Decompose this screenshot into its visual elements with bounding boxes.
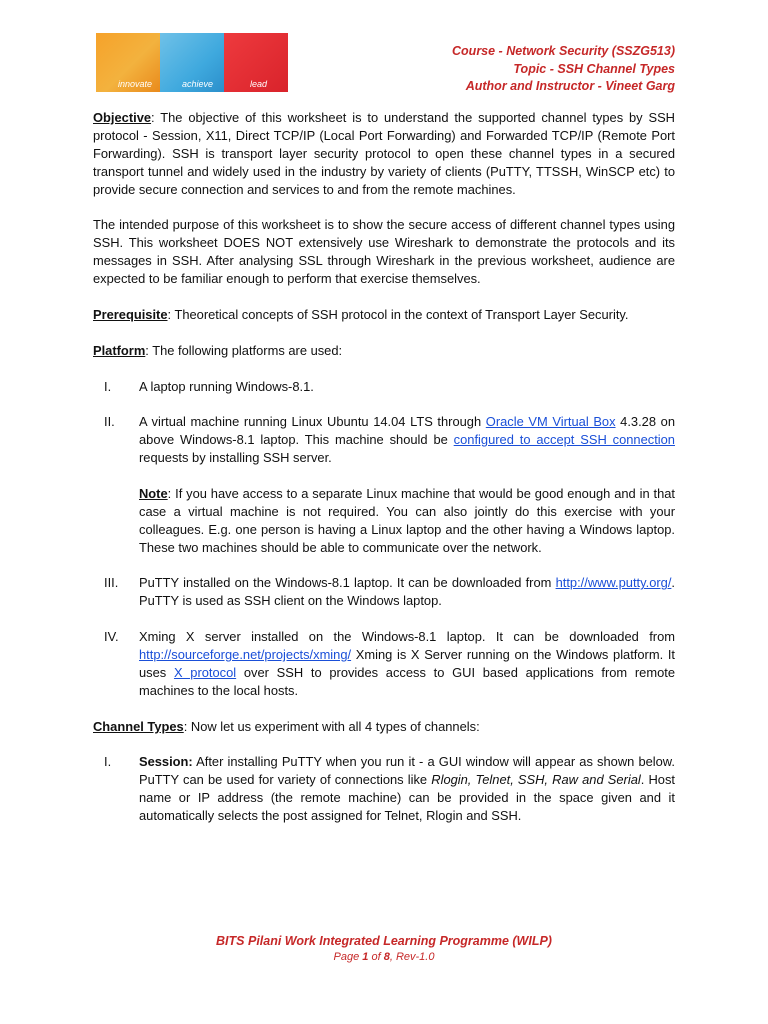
list-item xyxy=(93,378,675,396)
list-item xyxy=(93,753,675,825)
logo-word-achieve: achieve xyxy=(182,79,214,89)
logo-segment-innovate xyxy=(96,33,160,92)
text-span: 4.3.28 on above Windows-8.1 laptop. This machine should be xyxy=(139,414,676,448)
text-span: Xming X server installed on the Windows-8.1 laptop. It can be downloaded from xyxy=(139,629,675,645)
text-span: A virtual machine running Linux Ubuntu 14.04 LTS through xyxy=(139,414,486,430)
putty-download-link[interactable]: http://www.putty.org/ xyxy=(555,575,672,591)
list-item-text xyxy=(139,574,675,610)
institution-logo xyxy=(96,33,288,92)
text-span: over SSH to provides access to GUI based applications from remote machines to the local hosts. xyxy=(139,664,676,698)
list-item-text xyxy=(139,753,675,825)
list-item-text xyxy=(139,628,675,700)
channel-types-list xyxy=(93,753,675,825)
channel-types-text: : Now let us experiment with all 4 types of channels: xyxy=(183,718,480,734)
footer-program: BITS Pilani Work Integrated Learning Programme (WILP) xyxy=(216,934,552,948)
header-course: Course - Network Security (SSZG513) xyxy=(452,44,675,58)
list-number: III. xyxy=(104,575,119,591)
platform-label: Platform xyxy=(93,342,146,358)
purpose-paragraph: The intended purpose of this worksheet is to show the secure access of different channel types using SSH. This worksheet DOES NOT extensively use Wireshark to demonstrate the protocols and its messages in SSH. After analysing SSL through Wireshark in the previous worksheet, audience are expected to be familiar enough to perform that exercise themselves. xyxy=(93,217,675,287)
logo-word-innovate: innovate xyxy=(118,79,153,89)
list-item xyxy=(93,574,675,610)
text-span: PuTTY installed on the Windows-8.1 laptop. It can be downloaded from xyxy=(139,575,556,591)
list-number: IV. xyxy=(104,629,119,645)
connection-types: Rlogin, Telnet, SSH, Raw and Serial xyxy=(431,772,641,788)
xming-download-link[interactable]: http://sourceforge.net/projects/xming/ xyxy=(139,647,352,663)
page-total: 8 xyxy=(383,951,390,963)
document-header xyxy=(452,43,675,96)
oracle-virtualbox-link[interactable]: Oracle VM Virtual Box xyxy=(485,414,616,430)
prerequisite-paragraph xyxy=(93,306,675,324)
list-item-text: A laptop running Windows-8.1. xyxy=(139,378,314,394)
text-span: . Host name or IP address (the remote machine) can be provided in the space given and it automatically selects the post assigned for Telnet, Rlogin and SSH. xyxy=(139,772,675,824)
text-span: . PuTTY is used as SSH client on the Windows laptop. xyxy=(139,575,675,609)
prerequisite-text: : Theoretical concepts of SSH protocol in the context of Transport Layer Security. xyxy=(167,306,629,322)
ssh-config-link[interactable]: configured to accept SSH connection xyxy=(453,432,675,448)
text-span: Xming is X Server running on the Windows platform. It uses xyxy=(139,647,675,680)
objective-label: Objective xyxy=(93,110,152,125)
x-protocol-link[interactable]: X protocol xyxy=(173,664,237,680)
document-body xyxy=(93,109,675,843)
page-number: 1 xyxy=(362,951,369,963)
text-span: requests by installing SSH server. xyxy=(139,450,332,466)
logo-segment-achieve xyxy=(160,33,224,92)
header-topic: Topic - SSH Channel Types xyxy=(513,61,675,76)
revision: , Rev-1.0 xyxy=(389,951,435,963)
header-author: Author and Instructor - Vineet Garg xyxy=(465,79,675,93)
platform-list xyxy=(93,378,675,700)
channel-types-label: Channel Types xyxy=(93,718,184,734)
channel-types-paragraph xyxy=(93,718,675,736)
page-footer xyxy=(0,933,768,965)
prerequisite-label: Prerequisite xyxy=(93,306,168,322)
objective-text: : The objective of this worksheet is to understand the supported channel types by SSH protocol - Session, X11, Direct TCP/IP (Local Port Forwarding) and Forwarded TCP/IP (Remote Port Forwarding). SSH is transport layer security protocol to open these channel types in a secured transport tunnel and widely used in the industry by variety of clients (PuTTY, TTSSH, WinSCP etc) to provide secure connection and services to and from the remote machines. xyxy=(93,110,675,197)
note-label: Note xyxy=(139,485,168,501)
text-span: After installing PuTTY when you run it - a GUI window will appear as shown below. PuTTY can be used for variety of connections like xyxy=(139,754,675,788)
list-item xyxy=(93,413,675,556)
list-number: II. xyxy=(104,414,115,430)
text-span: Page xyxy=(333,951,363,963)
note-paragraph xyxy=(139,485,675,557)
logo-segment-lead xyxy=(224,33,288,92)
list-number: I. xyxy=(104,754,112,770)
list-number: I. xyxy=(104,378,112,394)
logo-word-lead: lead xyxy=(250,79,268,89)
text-span: of xyxy=(368,951,384,963)
platform-paragraph xyxy=(93,342,675,360)
objective-paragraph xyxy=(93,109,675,199)
list-item-text xyxy=(139,413,675,467)
note-text: : If you have access to a separate Linux machine that would be good enough and in that case a virtual machine is not required. You can also jointly do this exercise with your colleagues. E.g. one person is having a Linux laptop and the other having a Windows laptop. These two machines should be able to communicate over the network. xyxy=(139,485,675,555)
session-label: Session: xyxy=(139,754,193,770)
footer-page-info xyxy=(0,950,768,965)
platform-text: : The following platforms are used: xyxy=(145,342,343,358)
list-item xyxy=(93,628,675,700)
